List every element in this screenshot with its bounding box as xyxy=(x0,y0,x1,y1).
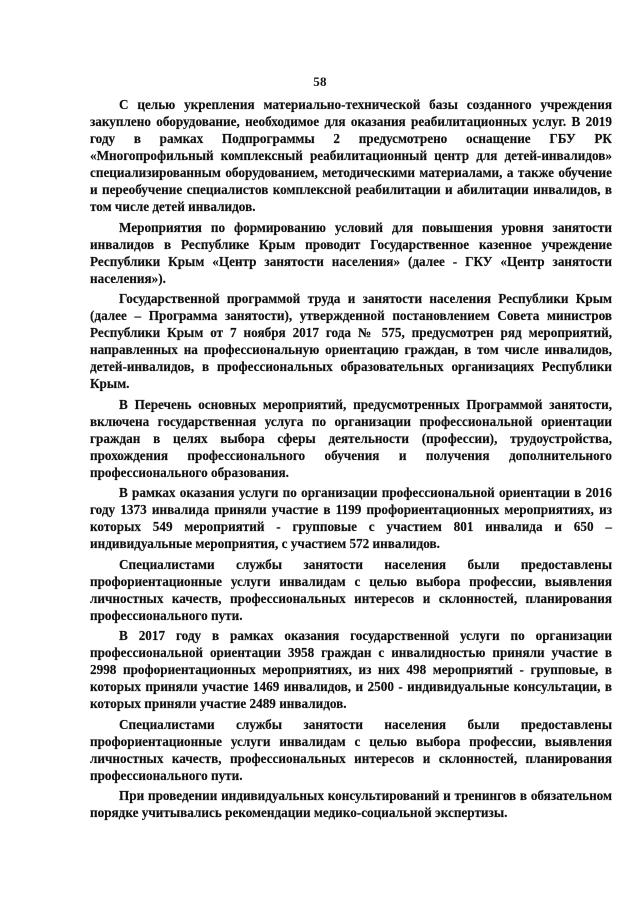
paragraph: В 2017 году в рамках оказания государственной услуги по организации профессиональной ориентации 3958 граждан с инвалидностью приняли участие в 2998 профориентационных мероприятиях, из них 498 мероприятий - групповые, в которых приняли участие 1469 инвалидов, и 2500 - индивидуальные консультации, в которых приняли участие 2489 инвалидов. xyxy=(90,628,612,711)
paragraph: При проведении индивидуальных консультирований и тренингов в обязательном порядке учитывались рекомендации медико-социальной экспертизы. xyxy=(90,788,612,820)
document-body xyxy=(90,96,612,825)
paragraph: В рамках оказания услуги по организации профессиональной ориентации в 2016 году 1373 инвалида приняли участие в 1199 профориентационных мероприятиях, из которых 549 мероприятий - групповые с участием 801 инвалида и 650 – индивидуальные мероприятия, с участием 572 инвалидов. xyxy=(90,485,612,551)
paragraph: С целью укрепления материально-технической базы созданного учреждения закуплено оборудование, необходимое для оказания реабилитационных услуг. В 2019 году в рамках Подпрограммы 2 предусмотрено оснащение ГБУ РК «Многопрофильный комплексный реабилитационный центр для детей-инвалидов» специализированным оборудованием, методическими материалами, а также обучение и переобучение специалистов комплексной реабилитации и абилитации инвалидов, в том числе детей инвалидов. xyxy=(90,97,612,214)
paragraph: Специалистами службы занятости населения были предоставлены профориентационные услуги инвалидам с целью выбора профессии, выявления личностных качеств, профессиональных интересов и склонностей, планирования профессионального пути. xyxy=(90,556,612,623)
paragraph: Специалистами службы занятости населения были предоставлены профориентационные услуги инвалидам с целью выбора профессии, выявления личностных качеств, профессиональных интересов и склонностей, планирования профессионального пути. xyxy=(90,716,612,783)
paragraph: Государственной программой труда и занятости населения Республики Крым (далее – Программа занятости), утвержденной постановлением Совета министров Республики Крым от 7 ноября 2017 года № 575, предусмотрен ряд мероприятий, направленных на профессиональную ориентацию граждан, в том числе инвалидов, детей-инвалидов, в профессиональных образовательных организациях Республики Крым. xyxy=(90,291,612,391)
paragraph: Мероприятия по формированию условий для повышения уровня занятости инвалидов в Республике Крым проводит Государственное казенное учреждение Республики Крым «Центр занятости населения» (далее - ГКУ «Центр занятости населения»). xyxy=(90,219,612,286)
paragraph: В Перечень основных мероприятий, предусмотренных Программой занятости, включена государственная услуга по организации профессиональной ориентации граждан в целях выбора сферы деятельности (профессии), трудоустройства, прохождения профессионального обучения и получения дополнительного профессионального образования. xyxy=(90,396,612,480)
page-number: 58 xyxy=(313,74,327,89)
